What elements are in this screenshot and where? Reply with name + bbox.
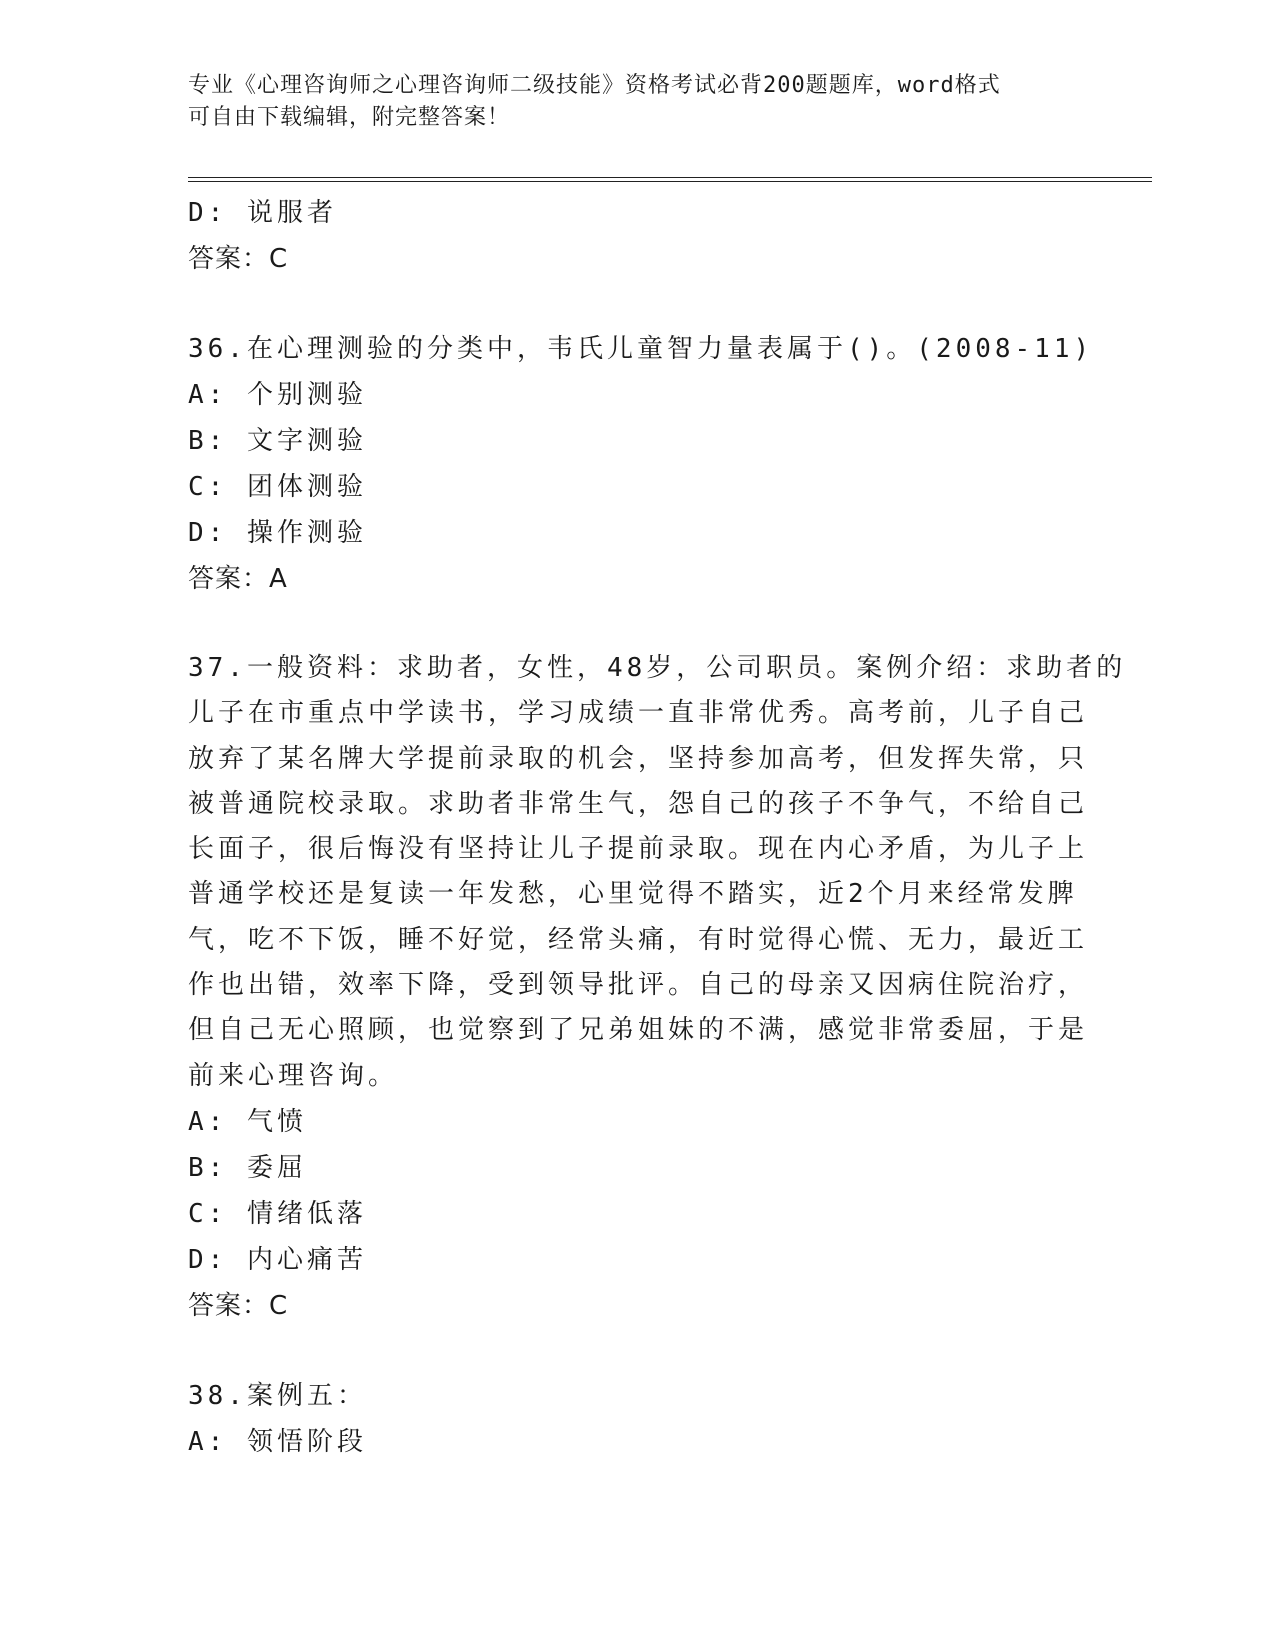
question-37-option-b: B: 委屈 [188,1152,307,1183]
header-title-line-2: 可自由下载编辑，附完整答案！ [188,105,511,130]
spacer [188,1329,1088,1373]
question-36-option-a: A: 个别测验 [188,380,367,410]
question-37-stem-line: 普通学校还是复读一年发愁，心里觉得不踏实，近2个月来经常发脾 [188,879,1078,910]
question-37-stem-line: 作也出错，效率下降，受到领导批评。自己的母亲又因病住院治疗， [188,970,1089,1001]
prev-answer: 答案：C [188,244,289,274]
question-36-answer: 答案：A [188,564,288,594]
question-37-option-c: C: 情绪低落 [188,1198,367,1229]
spacer [188,602,1088,646]
question-37-stem-line: 气，吃不下饭，睡不好觉，经常头痛，有时觉得心慌、无力，最近工 [188,924,1089,955]
question-36-option-b: B: 文字测验 [188,426,367,456]
prev-option-d: D: 说服者 [188,198,337,228]
question-36-stem: 36.在心理测验的分类中，韦氏儿童智力量表属于()。(2008-11) [188,334,1094,364]
spacer [188,282,1088,326]
header-title-line-1: 专业《心理咨询师之心理咨询师二级技能》资格考试必背200题题库，word格式 [188,73,1001,98]
question-37-stem-line: 但自己无心照顾，也觉察到了兄弟姐妹的不满，感觉非常委屈，于是 [188,1015,1089,1046]
question-38-option-a: A: 领悟阶段 [188,1426,367,1457]
question-37-stem-line: 儿子在市重点中学读书，学习成绩一直非常优秀。高考前，儿子自己 [188,698,1089,729]
question-37-option-a: A: 气愤 [188,1106,307,1137]
question-37-stem-line: 37.一般资料：求助者，女性，48岁，公司职员。案例介绍：求助者的 [188,653,1127,683]
question-list [188,190,1127,1465]
question-36-option-c: C: 团体测验 [188,472,367,502]
question-37-answer: 答案：C [188,1290,289,1321]
question-37-stem-line: 长面子，很后悔没有坚持让儿子提前录取。现在内心矛盾，为儿子上 [188,834,1089,865]
question-38-stem: 38.案例五： [188,1380,367,1411]
question-37-stem [188,646,1127,1099]
question-37-option-d: D: 内心痛苦 [188,1244,367,1275]
header-divider-bottom [188,181,1152,182]
question-36-option-d: D: 操作测验 [188,518,367,548]
question-37-stem-line: 放弃了某名牌大学提前录取的机会，坚持参加高考，但发挥失常，只 [188,743,1089,774]
question-37-stem-line: 前来心理咨询。 [188,1060,399,1091]
document-header [188,70,1068,134]
question-37-stem-line: 被普通院校录取。求助者非常生气，怨自己的孩子不争气，不给自己 [188,788,1089,819]
header-divider-top [188,177,1152,178]
